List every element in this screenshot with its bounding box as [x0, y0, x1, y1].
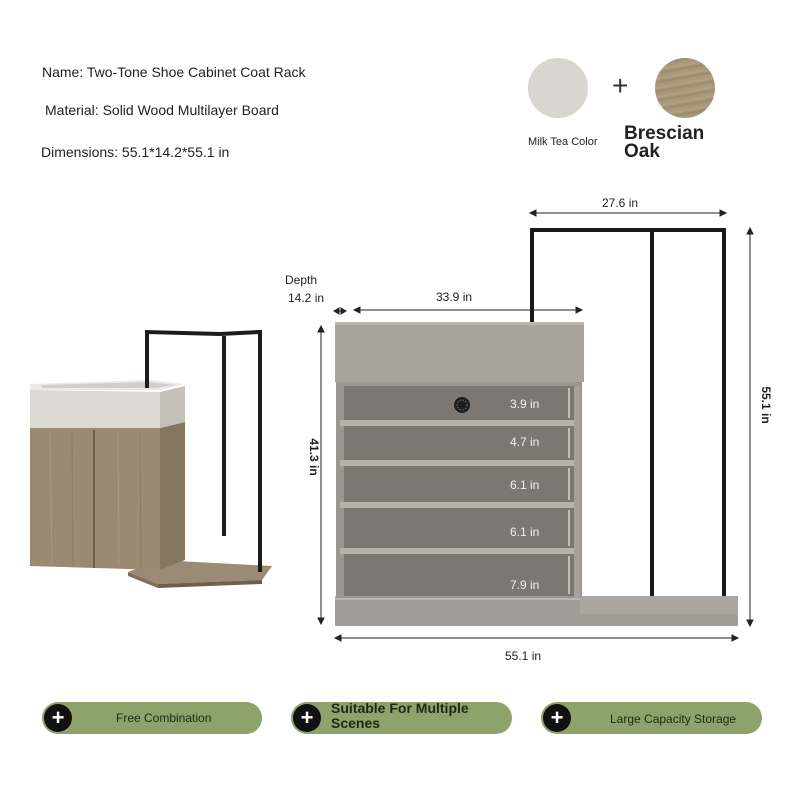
cabinet-width-label: 33.9 in [436, 290, 473, 304]
perspective-view [30, 332, 272, 588]
cabinet-height-label: 41.3 in [307, 438, 321, 476]
feature-free-combination [42, 702, 262, 734]
feature-label: Large Capacity Storage [610, 712, 737, 726]
total-width-label: 55.1 in [505, 649, 542, 663]
shelf-gap-2: 4.7 in [510, 435, 540, 449]
shelf-gap-1: 3.9 in [510, 397, 540, 411]
rack-width-label: 27.6 in [602, 196, 639, 210]
product-dimensions: Dimensions: 55.1*14.2*55.1 in [41, 144, 230, 160]
feature-large-capacity [541, 702, 762, 734]
shelf-gap-4: 6.1 in [510, 525, 540, 539]
product-material: Material: Solid Wood Multilayer Board [45, 102, 279, 118]
plus-circle-icon: + [543, 704, 571, 732]
plus-icon: + [612, 70, 629, 101]
product-name: Name: Two-Tone Shoe Cabinet Coat Rack [42, 64, 306, 80]
plus-circle-icon: + [44, 704, 72, 732]
feature-multiple-scenes [291, 702, 512, 734]
milk-tea-label: Milk Tea Color [528, 136, 598, 148]
feature-label: Suitable For Multiple Scenes [331, 700, 469, 731]
brescian-oak-label-line2: Oak [624, 141, 660, 162]
shelf-gap-5: 7.9 in [510, 578, 540, 592]
plus-circle-icon: + [293, 704, 321, 732]
depth-title: Depth [285, 273, 318, 287]
total-height-label: 55.1 in [759, 386, 773, 424]
feature-label: Free Combination [116, 711, 212, 725]
brescian-oak-label-line1: Brescian [624, 123, 705, 144]
shelf-gap-3: 6.1 in [510, 478, 540, 492]
depth-value: 14.2 in [288, 291, 325, 305]
front-view [335, 228, 738, 626]
